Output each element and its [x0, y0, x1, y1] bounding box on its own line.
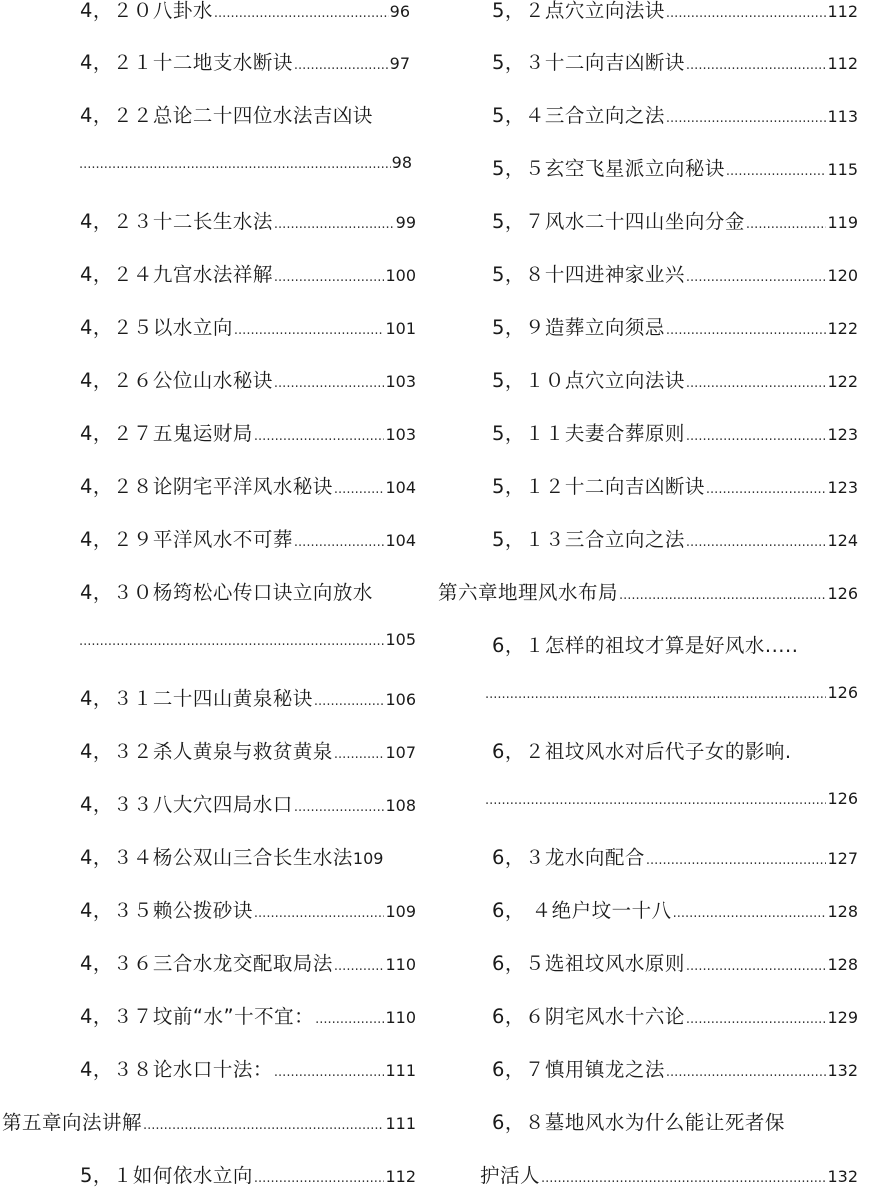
- toc-entry: 5，１３三合立向之法 ..... 124: [492, 524, 858, 564]
- dot-leader: [666, 1065, 827, 1080]
- toc-entry: 4，２５以水立向 ..... 101: [80, 312, 416, 352]
- toc-entry: [78, 153, 412, 193]
- dot-leader: [79, 157, 391, 172]
- dot-leader: [686, 58, 827, 73]
- toc-entry: 4，３０杨筠松心传口诀立向放水: [80, 581, 373, 604]
- dot-leader: [666, 323, 827, 338]
- toc-entry: 4，２１十二地支水断诀 ..... 97: [80, 47, 410, 87]
- chapter-heading: 第六章地理风水布局 ..... 126: [438, 577, 858, 617]
- toc-entry: 5，８十四进神家业兴 ..... 120: [492, 259, 858, 299]
- toc-entry: 4，２４九宫水法祥解 ..... 100: [80, 259, 416, 299]
- page-number: 96: [389, 2, 410, 21]
- toc-entry: 4，３５赖公拨砂诀 ..... 109: [80, 895, 416, 935]
- toc-entry: [484, 683, 858, 723]
- page-number: 123: [827, 425, 858, 444]
- dot-leader: [541, 1171, 826, 1186]
- toc-entry: 4，３１二十四山黄泉秘诀 ..... 106: [80, 683, 416, 723]
- page-number: 104: [385, 478, 416, 497]
- toc-entry: 5，３十二向吉凶断诀 ..... 112: [492, 47, 858, 87]
- dot-leader: [254, 906, 385, 921]
- page-number: 128: [827, 902, 858, 921]
- page-number: 103: [385, 372, 416, 391]
- dot-leader: [485, 793, 826, 808]
- toc-entry: [78, 630, 416, 670]
- page-number: 113: [827, 107, 858, 126]
- page-number: 111: [385, 1114, 416, 1133]
- toc-entry: 4，２８论阴宅平洋风水秘诀 ..... 104: [80, 471, 416, 511]
- page-number: 124: [827, 531, 858, 550]
- dot-leader: [254, 429, 385, 444]
- page-number: 101: [385, 319, 416, 338]
- toc-entry: 5，１２十二向吉凶断诀 ..... 123: [492, 471, 858, 511]
- dot-leader: [746, 217, 827, 232]
- toc-entry: 4，３８论水口十法： ..... 111: [80, 1054, 416, 1094]
- toc-entry: 5，１１夫妻合葬原则 ..... 123: [492, 418, 858, 458]
- page-number: 110: [385, 1008, 416, 1027]
- toc-entry: 5，９造葬立向须忌 ..... 122: [492, 312, 858, 352]
- toc-entry: 4，３６三合水龙交配取局法 ..... 110: [80, 948, 416, 988]
- dot-leader: [666, 6, 827, 21]
- page-number: 129: [827, 1008, 858, 1027]
- page-number: 111: [385, 1061, 416, 1080]
- toc-entry: 6，８墓地风水为什么能让死者保: [492, 1111, 785, 1134]
- dot-leader: [274, 376, 385, 391]
- chapter-heading: 第五章向法讲解 ..... 111: [2, 1107, 416, 1147]
- dot-leader: [234, 323, 385, 338]
- page-number: 132: [827, 1061, 858, 1080]
- page-number: 119: [827, 213, 858, 232]
- toc-entry: 4，３７坟前“水”十不宜： ..... 110: [80, 1001, 416, 1041]
- toc-entry: 4，２０八卦水 ..... 96: [80, 0, 410, 35]
- dot-leader: [686, 959, 827, 974]
- toc-entry: 4，３２杀人黄泉与救贫黄泉 ..... 107: [80, 736, 416, 776]
- dot-leader: [79, 634, 384, 649]
- toc-entry: 6，１怎样的祖坟才算是好风水.....: [492, 634, 799, 657]
- toc-entry: 4，２９平洋风水不可葬 ..... 104: [80, 524, 416, 564]
- page-number: 132: [827, 1167, 858, 1186]
- page-number: 107: [385, 743, 416, 762]
- page-number: 128: [827, 955, 858, 974]
- dot-leader: [274, 217, 395, 232]
- page-number: 112: [827, 2, 858, 21]
- page-number: 115: [827, 160, 858, 179]
- toc-entry: 4，２３十二长生水法 ..... 99: [80, 206, 416, 246]
- toc-entry: 5，５玄空飞星派立向秘诀 ..... 115: [492, 153, 858, 193]
- dot-leader: [686, 270, 827, 285]
- dot-leader: [274, 270, 385, 285]
- toc-entry: 4，２７五鬼运财局 ..... 103: [80, 418, 416, 458]
- page-number: 98: [391, 153, 412, 172]
- toc-entry: 6，６阴宅风水十六论 ..... 129: [492, 1001, 858, 1041]
- toc-entry: 5，１如何依水立向 ..... 112: [80, 1160, 416, 1200]
- page-number: 97: [389, 54, 410, 73]
- dot-leader: [686, 376, 827, 391]
- dot-leader: [294, 800, 385, 815]
- page-number: 104: [385, 531, 416, 550]
- page-number: 103: [385, 425, 416, 444]
- toc-entry: 5，１０点穴立向法诀 ..... 122: [492, 365, 858, 405]
- toc-entry: 6，２祖坟风水对后代子女的影响.: [492, 740, 792, 763]
- toc-entry: 4，３３八大穴四局水口 ..... 108: [80, 789, 416, 829]
- dot-leader: [334, 959, 385, 974]
- page-number: 105: [385, 630, 416, 649]
- page-number: 123: [827, 478, 858, 497]
- page-number: 127: [827, 849, 858, 868]
- page-number: 122: [827, 319, 858, 338]
- page-number: 122: [827, 372, 858, 391]
- dot-leader: [706, 482, 827, 497]
- toc-entry: 5，７风水二十四山坐向分金 ..... 119: [492, 206, 858, 246]
- toc-entry: 护活人 ..... 132: [480, 1160, 858, 1200]
- page-number: 126: [827, 584, 858, 603]
- page-number: 100: [385, 266, 416, 285]
- toc-entry: 6，３龙水向配合 ..... 127: [492, 842, 858, 882]
- page-number: 112: [827, 54, 858, 73]
- dot-leader: [646, 853, 827, 868]
- toc-entry: 4，２６公位山水秘诀 ..... 103: [80, 365, 416, 405]
- dot-leader: [294, 58, 389, 73]
- toc-entry: 6， ４绝户坟一十八 ..... 128: [492, 895, 858, 935]
- dot-leader: [686, 1012, 827, 1027]
- dot-leader: [294, 535, 385, 550]
- dot-leader: [274, 1065, 385, 1080]
- page-number: 126: [827, 789, 858, 808]
- dot-leader: [686, 429, 827, 444]
- toc-entry: [484, 789, 858, 829]
- page-number: 99: [395, 213, 416, 232]
- toc-entry: 4，３４杨公双山三合长生水法 109: [80, 846, 384, 869]
- dot-leader: [315, 1012, 384, 1027]
- dot-leader: [726, 164, 827, 179]
- dot-leader: [143, 1118, 384, 1133]
- dot-leader: [334, 747, 385, 762]
- page-number: 126: [827, 683, 858, 702]
- toc-entry: 6，７慎用镇龙之法 ..... 132: [492, 1054, 858, 1094]
- toc-entry: 5，４三合立向之法 ..... 113: [492, 100, 858, 140]
- toc-entry: 5，２点穴立向法诀 ..... 112: [492, 0, 858, 35]
- page-number: 109: [352, 849, 384, 868]
- toc-entry: 4，２２总论二十四位水法吉凶诀: [80, 104, 373, 127]
- page-number: 112: [385, 1167, 416, 1186]
- dot-leader: [314, 694, 385, 709]
- page-number: 110: [385, 955, 416, 974]
- page-number: 109: [385, 902, 416, 921]
- dot-leader: [666, 111, 827, 126]
- dot-leader: [686, 535, 827, 550]
- dot-leader: [485, 687, 826, 702]
- dot-leader: [619, 588, 826, 603]
- dot-leader: [334, 482, 385, 497]
- dot-leader: [673, 906, 827, 921]
- page-number: 106: [385, 690, 416, 709]
- dot-leader: [254, 1171, 385, 1186]
- page-number: 108: [385, 796, 416, 815]
- dot-leader: [214, 6, 389, 21]
- page-number: 120: [827, 266, 858, 285]
- toc-entry: 6，５选祖坟风水原则 ..... 128: [492, 948, 858, 988]
